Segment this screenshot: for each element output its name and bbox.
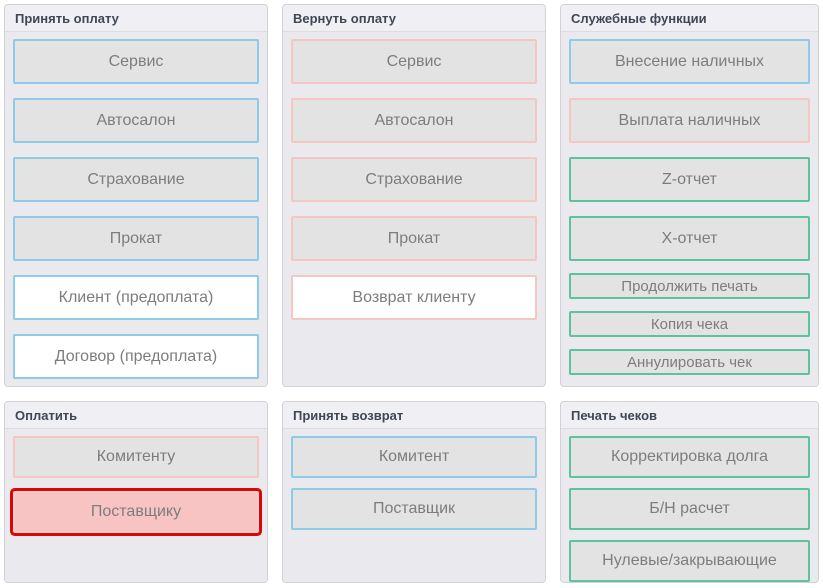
insurance-refund-button[interactable]: Страхование bbox=[291, 157, 537, 202]
panel-body-accept-return bbox=[283, 429, 545, 538]
cash-deposit-button[interactable]: Внесение наличных bbox=[569, 39, 810, 84]
service-button[interactable]: Сервис bbox=[13, 39, 259, 84]
panel-title-accept-return: Принять возврат bbox=[283, 402, 545, 429]
cash-payout-button[interactable]: Выплата наличных bbox=[569, 98, 810, 143]
panel-pay bbox=[4, 401, 268, 583]
contract-prepayment-button[interactable]: Договор (предоплата) bbox=[13, 334, 259, 379]
pay-committent-button[interactable]: Комитенту bbox=[13, 436, 259, 478]
panel-body-pay bbox=[5, 429, 267, 541]
panel-title-service-functions: Служебные функции bbox=[561, 5, 818, 32]
panel-refund-payment bbox=[282, 4, 546, 387]
panel-body-print-receipts bbox=[561, 429, 818, 583]
panel-title-print-receipts: Печать чеков bbox=[561, 402, 818, 429]
panel-accept-return bbox=[282, 401, 546, 583]
panel-service-functions bbox=[560, 4, 819, 387]
committent-return-button[interactable]: Комитент bbox=[291, 436, 537, 478]
zero-closing-receipts-button[interactable]: Нулевые/закрывающие bbox=[569, 540, 810, 582]
refund-to-client-button[interactable]: Возврат клиенту bbox=[291, 275, 537, 320]
z-report-button[interactable]: Z-отчет bbox=[569, 157, 810, 202]
pay-supplier-button[interactable]: Поставщику bbox=[13, 491, 259, 533]
panel-accept-payment bbox=[4, 4, 268, 387]
panels-grid bbox=[4, 4, 819, 583]
panel-print-receipts bbox=[560, 401, 819, 583]
x-report-button[interactable]: X-отчет bbox=[569, 216, 810, 261]
debt-correction-button[interactable]: Корректировка долга bbox=[569, 436, 810, 478]
panel-title-accept-payment: Принять оплату bbox=[5, 5, 267, 32]
insurance-button[interactable]: Страхование bbox=[13, 157, 259, 202]
client-prepayment-button[interactable]: Клиент (предоплата) bbox=[13, 275, 259, 320]
panel-title-pay: Оплатить bbox=[5, 402, 267, 429]
autosalon-button[interactable]: Автосалон bbox=[13, 98, 259, 143]
continue-printing-button[interactable]: Продолжить печать bbox=[569, 273, 810, 299]
panel-body-refund-payment bbox=[283, 32, 545, 328]
autosalon-refund-button[interactable]: Автосалон bbox=[291, 98, 537, 143]
service-refund-button[interactable]: Сервис bbox=[291, 39, 537, 84]
rental-button[interactable]: Прокат bbox=[13, 216, 259, 261]
void-receipt-button[interactable]: Аннулировать чек bbox=[569, 349, 810, 375]
receipt-copy-button[interactable]: Копия чека bbox=[569, 311, 810, 337]
supplier-return-button[interactable]: Поставщик bbox=[291, 488, 537, 530]
panel-body-accept-payment bbox=[5, 32, 267, 387]
cashless-settlement-button[interactable]: Б/Н расчет bbox=[569, 488, 810, 530]
panel-title-refund-payment: Вернуть оплату bbox=[283, 5, 545, 32]
rental-refund-button[interactable]: Прокат bbox=[291, 216, 537, 261]
panel-body-service-functions bbox=[561, 32, 818, 383]
